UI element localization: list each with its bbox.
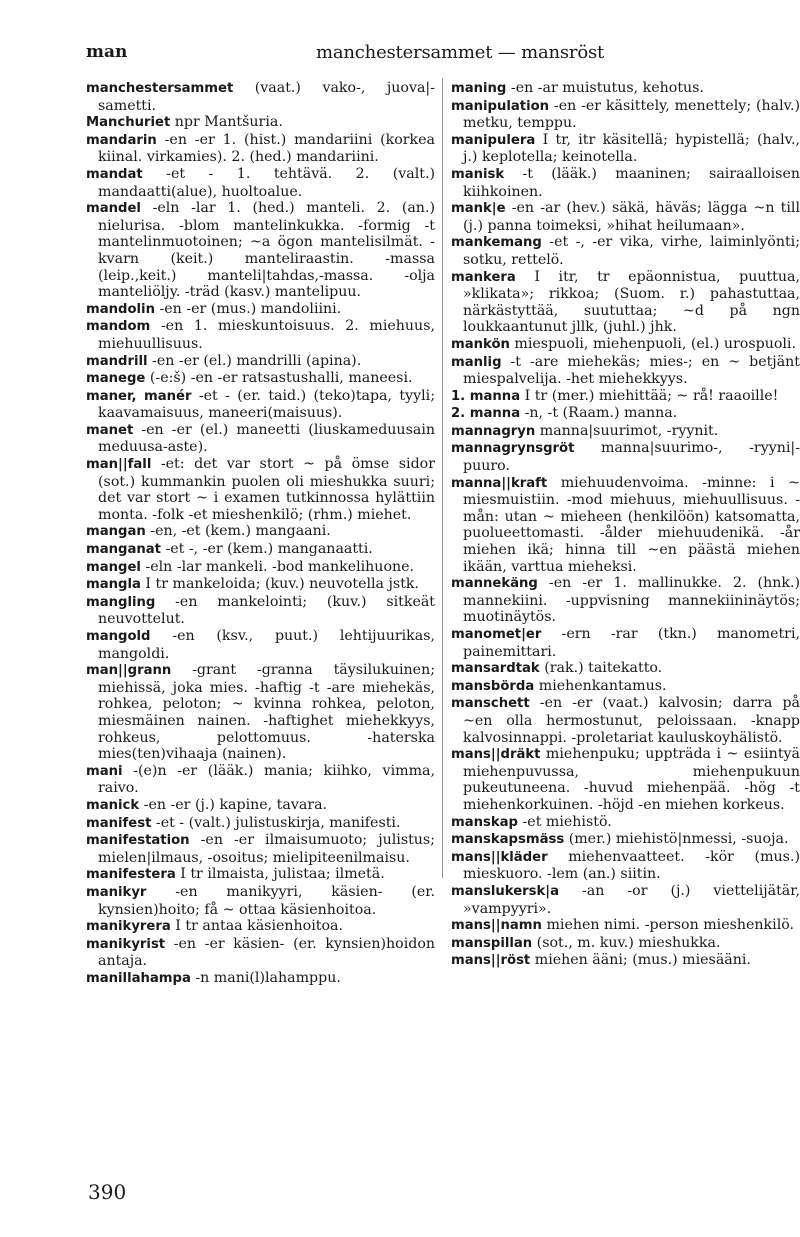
dictionary-entry	[451, 234, 800, 268]
dictionary-entry	[86, 628, 435, 662]
dictionary-entry	[86, 301, 435, 319]
entry-headword: mankera	[451, 269, 516, 285]
entry-headword: Manchuriet	[86, 115, 171, 131]
entry-headword: mangold	[86, 629, 151, 644]
dictionary-entry	[86, 132, 435, 166]
entry-definition: -en -er (el.) mandrilli (apina).	[147, 352, 362, 369]
entry-definition: I tr, itr käsitellä; hypistellä; (halv., j.) keplotella; keinotella.	[463, 131, 800, 166]
entry-headword: mansbörda	[451, 678, 535, 694]
dictionary-entry	[451, 746, 800, 813]
entry-headword: mangan	[86, 524, 146, 540]
dictionary-entry	[451, 354, 800, 388]
entry-definition: I tr ilmaista, julistaa; ilmetä.	[175, 866, 385, 883]
entry-definition: I tr (mer.) miehittää; ~ rå! raaoille!	[520, 387, 779, 404]
entry-definition: manna|suurimot, -ryynit.	[535, 422, 719, 439]
dictionary-entry	[451, 475, 800, 576]
entry-definition: miehenvaatteet. -kör (mus.) mieskuoro. -lem (an.) siitin.	[463, 848, 800, 883]
left-column	[86, 80, 435, 987]
entry-definition: -en -er (j.) kapine, tavara.	[139, 796, 328, 813]
entry-definition: miehen nimi. -person mieshenkilö.	[541, 917, 795, 934]
dictionary-entry	[86, 422, 435, 456]
entry-definition: -(e)n -er (lääk.) mania; kiihko, vimma, raivo.	[98, 762, 435, 797]
entry-headword: maning	[451, 81, 507, 96]
entry-headword: mankemang	[451, 235, 542, 251]
dictionary-entry	[86, 318, 435, 352]
dictionary-entry	[451, 132, 800, 166]
entry-headword: mans||namn	[451, 918, 542, 934]
entry-headword: manifest	[86, 815, 152, 831]
dictionary-entry	[86, 797, 435, 815]
entry-definition: -en -er (el.) maneetti (liuskameduusain meduusa-aste).	[98, 421, 435, 456]
running-header	[86, 42, 800, 70]
entry-definition: -en 1. mieskuntoisuus. 2. miehuus, miehuullisuus.	[98, 318, 435, 352]
entry-headword: manege	[86, 371, 146, 387]
entry-definition: (vaat.) vako-, juova|-sametti.	[98, 80, 435, 114]
entry-headword: manillahampa	[86, 970, 191, 986]
dictionary-entry	[451, 849, 800, 883]
entry-headword: mani	[86, 763, 123, 779]
entry-definition: -en -ar (hev.) säkä, häväs; lägga ~n till (j.) panna toimeksi, »hihat heilumaan».	[463, 200, 800, 234]
entry-definition: -et: det var stort ~ på ömse sidor (sot.) kummankin puolen oli mieshukka suuri; det var stort ~ i examen tutkinnossa hylättiin monta. -folk -et mieshenkilö; (rhm.) miehet.	[98, 456, 435, 523]
entry-headword: manspillan	[451, 935, 533, 951]
dictionary-entry	[451, 814, 800, 832]
column-divider	[442, 78, 443, 878]
dictionary-entry	[86, 370, 435, 388]
entry-definition: manna|suurimo-, -ryyni|-puuro.	[463, 440, 800, 475]
entry-headword: manikyrist	[86, 936, 166, 952]
entry-definition: -et - (valt.) julistuskirja, manifesti.	[151, 814, 401, 831]
entry-definition: I itr, tr epäonnistua, puuttua, »klikata»; rikkoa; (Suom. r.) pahastuttaa, närkästyttää, suututtaa; ~d på ngn loukkaantunut jllk, (juhl.) jhk.	[463, 268, 800, 336]
entry-headword: mans||röst	[451, 953, 531, 969]
dictionary-entry	[451, 336, 800, 354]
dictionary-entry	[86, 763, 435, 797]
dictionary-entry	[451, 200, 800, 234]
dictionary-entry	[86, 80, 435, 114]
entry-definition: -grant -granna täysilukuinen; miehissä, joka mies. -haftig -t -are miehekäs, rohkea, peloton; ~ kvinna rohkea, peloton, miesmäinen nainen. -haftighet miehekkyys, rohkeus, pelottomuus. -haterska mies(ten)vihaaja (nainen).	[98, 662, 435, 763]
entry-definition: (-e:š) -en -er ratsastushalli, maneesi.	[145, 370, 413, 387]
entry-definition: -en mankelointi; (kuv.) sitkeät neuvottelut.	[98, 593, 435, 628]
entry-headword: manganat	[86, 542, 161, 558]
entry-headword: mans||kläder	[451, 849, 548, 865]
dictionary-entry	[451, 952, 800, 970]
entry-headword: maner, manér	[86, 388, 192, 404]
dictionary-entry	[86, 456, 435, 523]
entry-headword: mandolin	[86, 301, 155, 317]
entry-headword: mannagrynsgröt	[451, 441, 575, 457]
dictionary-entry	[86, 200, 435, 301]
entry-headword: mans||dräkt	[451, 747, 541, 763]
entry-headword: man||fall	[86, 457, 152, 473]
entry-headword: manna||kraft	[451, 475, 548, 491]
entry-headword: man||grann	[86, 663, 172, 679]
entry-headword: manomet|er	[451, 627, 542, 642]
dictionary-entry	[86, 559, 435, 577]
entry-headword: 2. manna	[451, 406, 521, 422]
entry-headword: mandel	[86, 201, 141, 217]
entry-definition: -et - (er. taid.) (teko)tapa, tyyli; kaavamaisuus, maneeri(maisuus).	[98, 387, 435, 422]
entry-definition: -et miehistö.	[518, 813, 612, 830]
entry-headword: mannekäng	[451, 576, 538, 592]
entry-definition: -en -er 1. (hist.) mandariini (korkea kiinal. virkamies). 2. (hed.) mandariini.	[98, 131, 435, 166]
entry-headword: mandarin	[86, 132, 157, 148]
dictionary-entry	[451, 917, 800, 935]
entry-definition: -en (ksv., puut.) lehtijuurikas, mangoldi.	[98, 628, 435, 662]
entry-headword: mandat	[86, 166, 143, 182]
entry-headword: manick	[86, 797, 140, 813]
entry-headword: manchestersammet	[86, 81, 234, 96]
dictionary-entry	[451, 166, 800, 200]
dictionary-entry	[86, 662, 435, 763]
entry-definition: -ern -rar (tkn.) manometri, painemittari.	[463, 626, 800, 660]
dictionary-entry	[451, 405, 800, 423]
entry-definition: -en -ar muistutus, kehotus.	[506, 80, 704, 96]
entry-headword: manifestera	[86, 867, 176, 883]
entry-definition: (mer.) miehistö|nmessi, -suoja.	[564, 831, 789, 848]
entry-definition: -en -er 1. mallinukke. 2. (hnk.) mannekiini. -uppvisning mannekiininäytös; muotinäytös.	[463, 575, 800, 626]
entry-definition: -eln -lar 1. (hed.) manteli. 2. (an.) nielurisa. -blom mantelinkukka. -formig -t mantelinmuotoinen; ~a ögon mantelisilmät. -kvarn (keit.) manteliraastin. -massa (leip.,keit.) manteli|tahdas,-massa. -olja manteliöljy. -träd (kasv.) mantelipuu.	[98, 200, 435, 301]
entry-headword: mangla	[86, 577, 141, 593]
dictionary-entry	[86, 918, 435, 936]
entry-definition: -en -er käsittely, menettely; (halv.) metku, temppu.	[463, 97, 800, 132]
entry-headword: manikyrera	[86, 919, 171, 935]
right-column	[451, 80, 800, 970]
entry-definition: -t (lääk.) maaninen; sairaalloisen kiihkoinen.	[463, 165, 800, 200]
dictionary-entry	[451, 388, 800, 406]
dictionary-entry	[86, 884, 435, 918]
entry-definition: -et - 1. tehtävä. 2. (valt.) mandaatti(alue), huoltoalue.	[98, 165, 435, 200]
entry-definition: miehenkantamus.	[534, 677, 667, 694]
entry-definition: -en -er (vaat.) kalvosin; darra på ~en olla hermostunut, peloissaan. -knapp kalvosinnappi. -proletariat kauluskoyhälistö.	[463, 695, 800, 746]
entry-definition: -en, -et (kem.) mangaani.	[145, 523, 331, 540]
entry-definition: -t -are miehekäs; mies-; en ~ betjänt miespalvelija. -het miehekkyys.	[463, 353, 800, 388]
entry-definition: -et -, -er (kem.) manganaatti.	[160, 541, 373, 558]
entry-headword: manifestation	[86, 833, 190, 849]
dictionary-entry	[86, 866, 435, 884]
entry-headword: mangling	[86, 594, 156, 610]
dictionary-entry	[451, 831, 800, 849]
dictionary-entry	[451, 423, 800, 441]
dictionary-entry	[86, 523, 435, 541]
entry-headword: mandom	[86, 319, 151, 335]
entry-headword: manet	[86, 422, 134, 438]
entry-headword: manlig	[451, 354, 502, 370]
entry-definition: -en -er käsien- (er. kynsien)hoidon antaja.	[98, 935, 435, 970]
dictionary-entry	[451, 440, 800, 474]
dictionary-entry	[86, 541, 435, 559]
entry-definition: -eln -lar mankeli. -bod mankelihuone.	[140, 558, 415, 575]
entry-definition: -et -, -er vika, virhe, laiminlyönti; sotku, rettelö.	[463, 234, 800, 268]
page-number: 390	[88, 1180, 127, 1204]
entry-definition: miehuudenvoima. -minne: i ~ miesmuistiin. -mod miehuus, miehuullisuus. -mån: utan ~ mieheen (henkilöön) katsomatta, puolueettomasti. -ålder miehuudenikä. -år miehen ikä; hinna till ~en päästä miehen ikään, varttua mieheksi.	[463, 474, 800, 575]
dictionary-entry	[451, 660, 800, 678]
entry-definition: -an -or (j.) viettelijätär, »vampyyri».	[463, 882, 800, 917]
page-title: manchestersammet — mansröst	[316, 42, 605, 63]
dictionary-entry	[451, 80, 800, 98]
entry-headword: mankön	[451, 336, 510, 352]
entry-headword: mangel	[86, 559, 141, 575]
dictionary-entry	[86, 970, 435, 988]
entry-headword: manikyr	[86, 884, 147, 900]
entry-definition: (sot., m. kuv.) mieshukka.	[532, 934, 721, 951]
dictionary-entry	[86, 353, 435, 371]
entry-definition: miespuoli, miehenpuoli, (el.) urospuoli.	[509, 335, 796, 352]
entry-definition: I tr antaa käsienhoitoa.	[170, 918, 343, 935]
entry-definition: I tr mankeloida; (kuv.) neuvotella jstk.	[140, 576, 420, 593]
dictionary-entry	[86, 114, 435, 132]
dictionary-entry	[451, 98, 800, 132]
dictionary-entry	[451, 935, 800, 953]
entry-definition: -n, -t (Raam.) manna.	[520, 405, 678, 422]
entry-headword: mank|e	[451, 201, 506, 217]
dictionary-entry	[451, 269, 800, 336]
dictionary-entry	[86, 594, 435, 628]
entry-definition: -en manikyyri, käsien- (er. kynsien)hoito; få ~ ottaa käsienhoitoa.	[98, 883, 435, 918]
entry-definition: -en -er (mus.) mandoliini.	[154, 300, 342, 317]
dictionary-entry	[86, 815, 435, 833]
dictionary-entry	[451, 626, 800, 660]
entry-headword: mansardtak	[451, 661, 540, 677]
entry-headword: mannagryn	[451, 423, 536, 439]
entry-definition: npr Mantšuria.	[170, 114, 283, 131]
entry-definition: (rak.) taitekatto.	[539, 660, 663, 677]
dictionary-entry	[86, 936, 435, 970]
dictionary-entry	[451, 695, 800, 746]
entry-definition: -en -er ilmaisumuoto; julistus; mielen|ilmaus, -osoitus; mielipiteenilmaisu.	[98, 832, 435, 866]
entry-definition: miehen ääni; (mus.) miesääni.	[530, 952, 751, 969]
entry-headword: manschett	[451, 696, 530, 712]
entry-definition: -n mani(l)lahamppu.	[190, 969, 341, 986]
entry-definition: miehenpuku; uppträda i ~ esiintyä miehenpuvussa, miehenpukuun pukeutuneena. -huvud miehenpää. -hög -t miehenkorkuinen. -höjd -en miehen korkeus.	[463, 746, 800, 813]
dictionary-entry	[86, 166, 435, 200]
entry-headword: mandrill	[86, 353, 148, 369]
entry-headword: manipulation	[451, 98, 550, 114]
dictionary-entry	[86, 388, 435, 422]
entry-headword: manskap	[451, 814, 518, 830]
dictionary-entry	[86, 576, 435, 594]
entry-headword: manipulera	[451, 132, 536, 148]
dictionary-entry	[451, 678, 800, 696]
dictionary-entry	[451, 575, 800, 626]
entry-headword: 1. manna	[451, 388, 521, 404]
dictionary-entry	[86, 832, 435, 866]
dictionary-entry	[451, 883, 800, 917]
entry-headword: manskapsmäss	[451, 832, 565, 848]
entry-headword: manisk	[451, 166, 505, 182]
entry-headword: manslukersk|a	[451, 883, 559, 899]
guide-word: man	[86, 42, 128, 62]
